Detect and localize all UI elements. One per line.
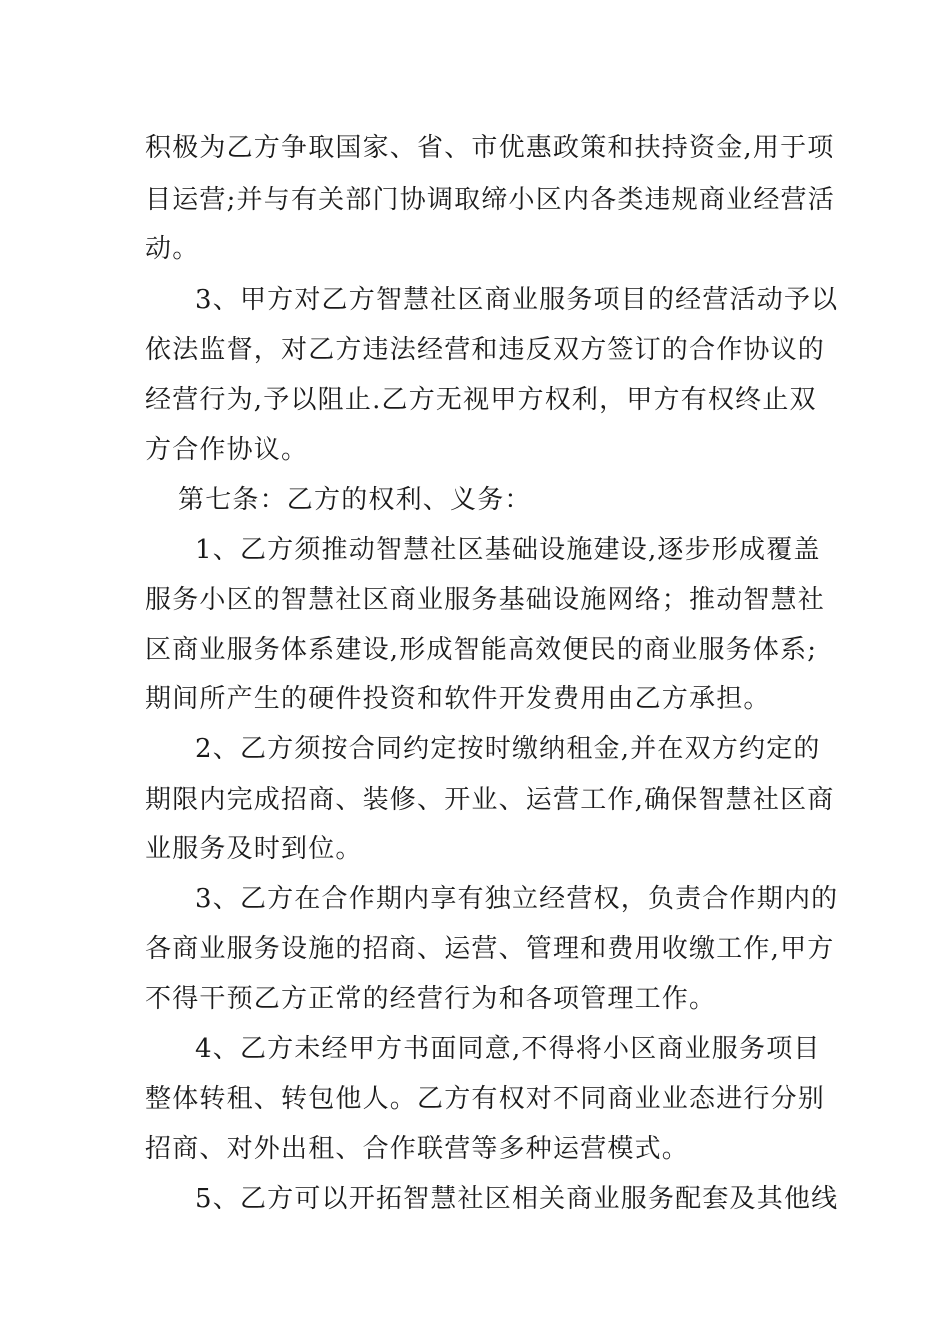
- text-line: 不得干预乙方正常的经营行为和各项管理工作。: [145, 984, 717, 1014]
- paragraph-start-line: 3、乙方在合作期内享有独立经营权，负责合作期内的: [195, 884, 839, 914]
- text-line: 招商、对外出租、合作联营等多种运营模式。: [145, 1134, 690, 1164]
- paragraph-start-line: 2、乙方须按合同约定按时缴纳租金,并在双方约定的: [195, 734, 821, 764]
- paragraph-start-line: 1、乙方须推动智慧社区基础设施建设,逐步形成覆盖: [195, 535, 821, 565]
- text-line: 整体转租、转包他人。乙方有权对不同商业业态进行分别: [145, 1084, 826, 1114]
- section-heading: 第七条：乙方的权利、义务：: [178, 485, 532, 515]
- text-line: 区商业服务体系建设,形成智能高效便民的商业服务体系;: [145, 635, 818, 665]
- text-line: 目运营;并与有关部门协调取缔小区内各类违规商业经营活: [145, 185, 835, 215]
- text-line: 期间所产生的硬件投资和软件开发费用由乙方承担。: [145, 684, 771, 714]
- text-line: 方合作协议。: [145, 435, 309, 465]
- paragraph-start-line: 3、甲方对乙方智慧社区商业服务项目的经营活动予以: [195, 285, 839, 315]
- text-line: 业服务及时到位。: [145, 834, 363, 864]
- text-line: 依法监督，对乙方违法经营和违反双方签订的合作协议的: [145, 335, 826, 365]
- paragraph-start-line: 4、乙方未经甲方书面同意,不得将小区商业服务项目: [195, 1034, 821, 1064]
- text-line: 服务小区的智慧社区商业服务基础设施网络；推动智慧社: [145, 585, 826, 615]
- text-line: 期限内完成招商、装修、开业、运营工作,确保智慧社区商: [145, 785, 835, 815]
- text-line: 动。: [145, 234, 200, 264]
- paragraph-start-line: 5、乙方可以开拓智慧社区相关商业服务配套及其他线: [195, 1184, 839, 1214]
- text-line: 经营行为,予以阻止.乙方无视甲方权利，甲方有权终止双: [145, 385, 817, 415]
- text-line: 各商业服务设施的招商、运营、管理和费用收缴工作,甲方: [145, 934, 835, 964]
- text-line: 积极为乙方争取国家、省、市优惠政策和扶持资金,用于项: [145, 133, 835, 163]
